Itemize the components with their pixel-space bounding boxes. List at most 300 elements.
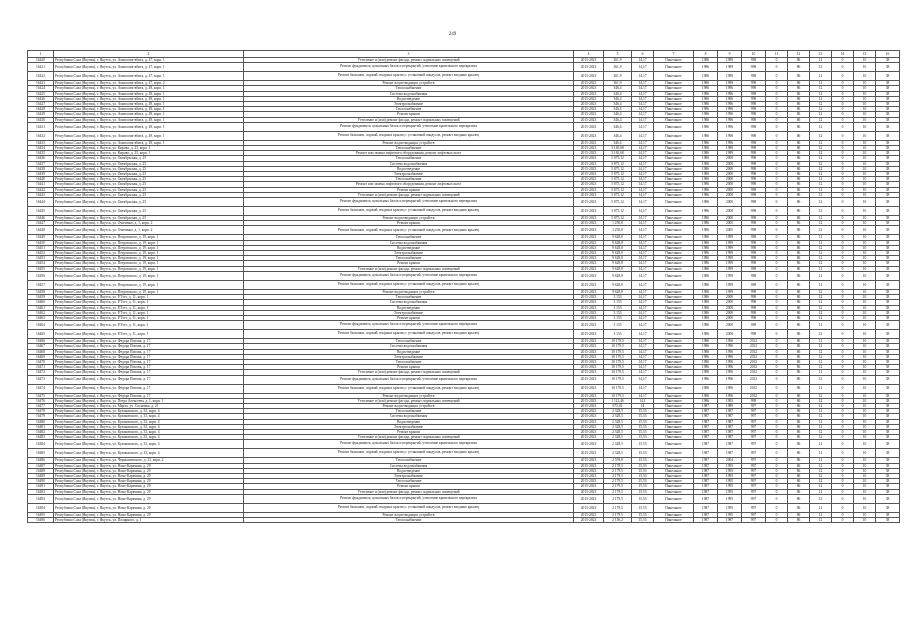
table-cell: 0	[766, 321, 788, 330]
table-cell: 0	[832, 349, 854, 354]
table-cell: Водоотведение	[244, 305, 574, 310]
table-cell: 12	[810, 58, 832, 63]
table-cell: 16448	[28, 226, 54, 235]
table-cell: 2000	[718, 156, 742, 161]
table-cell: 12	[810, 424, 832, 429]
table-cell: 0	[832, 305, 854, 310]
table-cell: 86	[788, 330, 810, 339]
table-cell: Республика Саха (Якутия), г. Якутск, ул. Октябрьская, д. 25	[54, 161, 244, 166]
table-cell: 9 628,8	[604, 271, 632, 280]
table-cell: 3 153	[604, 315, 632, 320]
table-cell: 1999	[718, 271, 742, 280]
table-cell: 14,17	[632, 96, 654, 101]
table-cell: 15,53	[632, 473, 654, 478]
table-cell: 12	[810, 315, 832, 320]
table-cell: 86	[788, 398, 810, 403]
table-cell: 10	[854, 321, 876, 330]
table-cell: 10	[854, 63, 876, 72]
table-cell: 997	[742, 512, 766, 517]
table-cell: 10	[854, 81, 876, 86]
table-row	[28, 494, 900, 503]
column-header: 11	[766, 51, 788, 58]
table-cell: 0	[832, 315, 854, 320]
table-cell: 0	[832, 182, 854, 187]
table-cell: 2015-2023	[574, 468, 604, 473]
table-cell: 86	[788, 182, 810, 187]
table-cell: 1989	[718, 146, 742, 151]
table-cell: 38	[876, 289, 900, 294]
table-cell: 2015-2023	[574, 484, 604, 489]
table-cell: 10	[854, 512, 876, 517]
table-cell: 998	[742, 310, 766, 315]
table-cell: Республика Саха (Якутия), г. Якутск, ул. Очиченко, д. 1, корп. 2	[54, 226, 244, 235]
table-cell: 1996	[718, 365, 742, 370]
table-cell: 0	[766, 365, 788, 370]
table-cell: 2000	[718, 330, 742, 339]
table-cell: 10	[854, 344, 876, 349]
table-cell: 16423	[28, 81, 54, 86]
table-cell: 1987	[694, 449, 718, 458]
table-cell: Ремонт балконов, лоджий, входных крылец с установкой пандусов, ремонт входных крылец	[244, 384, 574, 393]
table-cell: 2015-2023	[574, 86, 604, 91]
table-cell: 0	[832, 359, 854, 364]
table-cell: 10	[854, 216, 876, 221]
page-number: 249	[448, 32, 457, 37]
table-cell: 1986	[694, 172, 718, 177]
table-cell: Ремонт фундамента, цокольных балок и перекрытий, утепление кровельного перекрытия	[244, 375, 574, 384]
table-cell: 2015-2023	[574, 72, 604, 81]
table-cell: 0	[766, 166, 788, 171]
table-cell: 38	[876, 517, 900, 522]
table-cell: 38	[876, 266, 900, 271]
table-cell: 10	[854, 365, 876, 370]
table-cell: 2015-2023	[574, 245, 604, 250]
table-cell: 16477	[28, 403, 54, 408]
table-cell: 1987	[694, 484, 718, 489]
table-cell: Теплоснабжение	[244, 86, 574, 91]
table-cell: 3 165,68	[604, 146, 632, 151]
table-cell: Республика Саха (Якутия), г. Якутск, ул. Аммосова-вбита, д. 49, корп. 1	[54, 131, 244, 140]
table-cell: 86	[788, 393, 810, 398]
table-cell: 10	[854, 458, 876, 463]
table-cell: 14,17	[632, 86, 654, 91]
table-cell: Республика Саха (Якутия), г. Якутск, ул. Федора Попова, д. 17	[54, 384, 244, 393]
table-cell: 16447	[28, 221, 54, 226]
table-cell: Республика Саха (Якутия), г. Якутск, ул. Аммосова-вбита, д. 49, корп. 1	[54, 91, 244, 96]
table-cell: 0	[832, 344, 854, 349]
table-cell: 10	[854, 192, 876, 197]
table-cell: Панельное	[654, 207, 694, 216]
table-cell: 0	[766, 473, 788, 478]
table-cell: Панельное	[654, 305, 694, 310]
table-cell: 15,53	[632, 429, 654, 434]
table-cell: Утепление и (или) ремонт фасада, ремонт подвальных помещений	[244, 370, 574, 375]
table-cell: 38	[876, 315, 900, 320]
table-cell: 14,17	[632, 198, 654, 207]
table-cell: 1986	[694, 177, 718, 182]
table-cell: Республика Саха (Якутия), г. Якутск, ул. Аммосова-вбита, д. 49, корп. 1	[54, 96, 244, 101]
table-cell: Система водоснабжения	[244, 344, 574, 349]
table-cell: Республика Саха (Якутия), г. Якутск, ул. Ноно-Карачина, д. 29	[54, 503, 244, 512]
table-cell: 38	[876, 300, 900, 305]
table-cell: 0	[832, 166, 854, 171]
table-cell: 1986	[694, 245, 718, 250]
table-cell: 2 328,5	[604, 440, 632, 449]
table-cell: 14,17	[632, 266, 654, 271]
table-cell: 10	[854, 330, 876, 339]
table-cell: 12	[810, 271, 832, 280]
table-cell: 2015-2023	[574, 166, 604, 171]
table-cell: 16468	[28, 349, 54, 354]
table-cell: 2015-2023	[574, 295, 604, 300]
table-cell: 16421	[28, 63, 54, 72]
table-cell: 0	[766, 198, 788, 207]
table-cell: 998	[742, 256, 766, 261]
table-cell: Панельное	[654, 300, 694, 305]
table-cell: Панельное	[654, 280, 694, 289]
table-cell: 2015-2023	[574, 182, 604, 187]
table-cell: 1987	[718, 409, 742, 414]
table-cell: 38	[876, 280, 900, 289]
table-cell: 1986	[694, 146, 718, 151]
table-cell: 14,17	[632, 216, 654, 221]
table-cell: 0	[832, 280, 854, 289]
table-cell: Панельное	[654, 468, 694, 473]
table-cell: Панельное	[654, 146, 694, 151]
table-cell: 86	[788, 207, 810, 216]
table-cell: 2015-2023	[574, 300, 604, 305]
table-cell: 86	[788, 321, 810, 330]
table-cell: 14,17	[632, 226, 654, 235]
table-cell: 16495	[28, 512, 54, 517]
table-cell: 2015-2023	[574, 102, 604, 107]
table-cell: 38	[876, 256, 900, 261]
table-cell: Республика Саха (Якутия), г. Якутск, ул. Петровского, д. 19, корп. 1	[54, 280, 244, 289]
table-cell: 1996	[718, 117, 742, 122]
table-cell: 38	[876, 192, 900, 197]
table-cell: Ремонт фундамента, цокольных балок и перекрытий, утепление кровельного перекрытия	[244, 321, 574, 330]
table-cell: 1989	[718, 81, 742, 86]
table-cell: 14,17	[632, 261, 654, 266]
table-cell: 997	[742, 489, 766, 494]
table-cell: 9 628,8	[604, 266, 632, 271]
table-cell: 38	[876, 102, 900, 107]
table-cell: Теплоснабжение	[244, 256, 574, 261]
table-cell: 1999	[718, 280, 742, 289]
table-cell: Теплоснабжение	[244, 339, 574, 344]
table-cell: 38	[876, 330, 900, 339]
table-cell: 10	[854, 117, 876, 122]
table-cell: Панельное	[654, 310, 694, 315]
table-cell: 10	[854, 315, 876, 320]
table-cell: 86	[788, 131, 810, 140]
table-cell: 0	[832, 86, 854, 91]
table-cell: 0	[832, 414, 854, 419]
table-cell: 10	[854, 102, 876, 107]
table-cell: Ремонт крыши	[244, 429, 574, 434]
table-cell: Панельное	[654, 251, 694, 256]
table-cell: Панельное	[654, 463, 694, 468]
table-cell: 15,53	[632, 435, 654, 440]
table-cell: 998	[742, 151, 766, 156]
table-cell: 86	[788, 503, 810, 512]
table-cell: 1987	[718, 419, 742, 424]
table-cell: 12	[810, 473, 832, 478]
table-cell: Панельное	[654, 339, 694, 344]
table-cell: 86	[788, 339, 810, 344]
table-cell: 0	[766, 305, 788, 310]
table-cell: 1989	[718, 72, 742, 81]
table-cell: 86	[788, 256, 810, 261]
table-cell: 38	[876, 251, 900, 256]
table-cell: Система водоснабжения	[244, 463, 574, 468]
table-row	[28, 503, 900, 512]
table-cell: 0	[766, 177, 788, 182]
table-cell: 1986	[694, 207, 718, 216]
table-cell: 12	[810, 235, 832, 240]
table-cell: Ремонт балконов, лоджий, входных крылец с установкой пандусов, ремонт входных крылец	[244, 449, 574, 458]
table-cell: 38	[876, 414, 900, 419]
table-cell: 1987	[694, 512, 718, 517]
table-cell: 1996	[718, 122, 742, 131]
table-cell: 0	[766, 140, 788, 145]
table-cell: 1996	[718, 370, 742, 375]
table-cell: Республика Саха (Якутия), г. Якутск, ул. Ноно-Карачина, д. 29	[54, 479, 244, 484]
table-cell: 1986	[694, 235, 718, 240]
table-cell: 10	[854, 131, 876, 140]
table-cell: 16494	[28, 503, 54, 512]
table-cell: 12	[810, 266, 832, 271]
table-cell: 16471	[28, 365, 54, 370]
table-cell: Панельное	[654, 359, 694, 364]
table-cell: 38	[876, 384, 900, 393]
table-row	[28, 330, 900, 339]
table-cell: Республика Саха (Якутия), г. Якутск, ул. Аммосова-вбита, д. 49, корп. 1	[54, 107, 244, 112]
table-cell: 16484	[28, 440, 54, 449]
table-cell: Республика Саха (Якутия), г. Якутск, ул. Кулаковского, д. 33, корп. 4	[54, 409, 244, 414]
table-cell: 0	[832, 398, 854, 403]
table-cell: 2015-2023	[574, 517, 604, 522]
table-cell: 12	[810, 172, 832, 177]
table-cell: 15,53	[632, 479, 654, 484]
table-cell: 1987	[694, 489, 718, 494]
table-cell: 86	[788, 349, 810, 354]
table-cell: 1989	[718, 403, 742, 408]
table-cell: 86	[788, 240, 810, 245]
table-cell: 346,4	[604, 140, 632, 145]
table-cell: 38	[876, 424, 900, 429]
table-cell: 12	[810, 354, 832, 359]
table-cell: Ремонт крыши	[244, 365, 574, 370]
table-cell: 0	[832, 494, 854, 503]
table-cell: Ремонт или замена лифтового оборудования, ремонт лифтовых шахт	[244, 182, 574, 187]
table-cell: Утепление и (или) ремонт фасада, ремонт подвальных помещений	[244, 117, 574, 122]
table-cell: Ремонт водоотводящих устройств	[244, 403, 574, 408]
table-cell: 10 179,5	[604, 393, 632, 398]
table-cell: 0	[766, 344, 788, 349]
table-cell: 16454	[28, 261, 54, 266]
table-cell: 0	[832, 58, 854, 63]
table-cell: 5 875,12	[604, 207, 632, 216]
table-cell: Электроснабжение	[244, 251, 574, 256]
table-cell: 16470	[28, 359, 54, 364]
table-cell: 38	[876, 479, 900, 484]
table-cell: 10	[854, 398, 876, 403]
table-cell: Республика Саха (Якутия), г. Якутск, ул. Федора Попова, д. 17	[54, 365, 244, 370]
table-cell: 997	[742, 435, 766, 440]
table-cell: 0	[832, 72, 854, 81]
table-cell: 38	[876, 321, 900, 330]
table-cell: 86	[788, 468, 810, 473]
table-cell: 0	[766, 359, 788, 364]
table-cell: 12	[810, 300, 832, 305]
table-cell: 997	[742, 473, 766, 478]
table-cell: 5 875,12	[604, 192, 632, 197]
table-cell: 0	[766, 156, 788, 161]
table-cell: Ремонт балконов, лоджий, входных крылец с установкой пандусов, ремонт входных крылец	[244, 226, 574, 235]
table-cell: 1995	[718, 489, 742, 494]
table-cell: 86	[788, 235, 810, 240]
table-cell: 38	[876, 305, 900, 310]
table-cell: Панельное	[654, 403, 694, 408]
table-cell: 1996	[718, 354, 742, 359]
table-cell: 12	[810, 91, 832, 96]
table-cell: Ремонт крыши	[244, 315, 574, 320]
table-cell: 2015-2023	[574, 146, 604, 151]
table-cell: 1 250,8	[604, 226, 632, 235]
table-cell: Республика Саха (Якутия), г. Якутск, ул. Федора Попова, д. 17	[54, 359, 244, 364]
table-cell: 998	[742, 86, 766, 91]
table-cell: 1986	[694, 315, 718, 320]
table-cell: 10	[854, 235, 876, 240]
table-cell: 2015-2023	[574, 424, 604, 429]
table-cell: 0	[766, 91, 788, 96]
table-cell: 10 179,5	[604, 344, 632, 349]
table-cell: 10	[854, 261, 876, 266]
table-cell: 12	[810, 512, 832, 517]
table-cell: 0	[832, 146, 854, 151]
table-cell: 16438	[28, 166, 54, 171]
table-cell: 0	[766, 512, 788, 517]
table-cell: 16467	[28, 344, 54, 349]
table-cell: 16478	[28, 409, 54, 414]
table-cell: 86	[788, 122, 810, 131]
table-cell: 86	[788, 359, 810, 364]
table-cell: 0	[766, 295, 788, 300]
table-cell: 38	[876, 271, 900, 280]
table-cell: 0	[766, 517, 788, 522]
table-cell: 998	[742, 295, 766, 300]
table-cell: 10	[854, 494, 876, 503]
table-cell: 1987	[694, 468, 718, 473]
table-cell: 12	[810, 198, 832, 207]
table-cell: 86	[788, 384, 810, 393]
table-cell: 15,53	[632, 517, 654, 522]
table-cell: Республика Саха (Якутия), г. Якутск, ул. Кулаковского, д. 33, корп. 4	[54, 449, 244, 458]
table-cell: 0	[832, 207, 854, 216]
table-cell: 86	[788, 151, 810, 156]
table-cell: 0	[832, 172, 854, 177]
table-cell: 16433	[28, 140, 54, 145]
table-cell: 1995	[718, 479, 742, 484]
table-cell: 14,17	[632, 112, 654, 117]
table-cell: 1986	[694, 107, 718, 112]
table-cell: Теплоснабжение	[244, 517, 574, 522]
table-cell: 0	[832, 354, 854, 359]
table-cell: 14,17	[632, 63, 654, 72]
table-cell: Панельное	[654, 489, 694, 494]
table-cell: 10	[854, 256, 876, 261]
table-cell: Республика Саха (Якутия), г. Якутск, ул. Петровского, д. 19, корп. 1	[54, 240, 244, 245]
table-cell: Водоотведение	[244, 419, 574, 424]
table-cell: 14,17	[632, 295, 654, 300]
table-cell: Панельное	[654, 140, 694, 145]
table-cell: 12	[810, 151, 832, 156]
table-cell: 86	[788, 161, 810, 166]
table-cell: 998	[742, 91, 766, 96]
table-cell: Утепление и (или) ремонт фасада, ремонт подвальных помещений	[244, 58, 574, 63]
table-cell: 2015-2023	[574, 429, 604, 434]
table-cell: Панельное	[654, 86, 694, 91]
table-cell: 1986	[694, 300, 718, 305]
table-cell: 998	[742, 398, 766, 403]
table-cell: 12	[810, 86, 832, 91]
table-cell: 0	[766, 398, 788, 403]
table-cell: 2 328,5	[604, 414, 632, 419]
table-cell: 1986	[694, 117, 718, 122]
table-cell: 38	[876, 429, 900, 434]
table-cell: 86	[788, 216, 810, 221]
table-cell: 12	[810, 245, 832, 250]
table-cell: 10	[854, 107, 876, 112]
table-cell: 10	[854, 177, 876, 182]
table-cell: 0	[766, 192, 788, 197]
table-cell: 1986	[694, 339, 718, 344]
table-cell: 997	[742, 503, 766, 512]
table-cell: 1 112,46	[604, 398, 632, 403]
table-cell: Республика Саха (Якутия), г. Якутск, ул. Октябрьская, д. 25	[54, 207, 244, 216]
table-cell: 16446	[28, 216, 54, 221]
table-cell: 1986	[694, 131, 718, 140]
table-cell: 10	[854, 449, 876, 458]
table-cell: Панельное	[654, 512, 694, 517]
table-cell: Республика Саха (Якутия), г. Якутск, ул. Р.Тэгэ, д. 11, корп. 1	[54, 315, 244, 320]
table-cell: Панельное	[654, 473, 694, 478]
table-row	[28, 207, 900, 216]
table-cell: 1987	[694, 424, 718, 429]
table-cell: 0	[832, 271, 854, 280]
table-cell: 0	[766, 424, 788, 429]
table-cell: 14,17	[632, 122, 654, 131]
table-cell: 86	[788, 494, 810, 503]
table-cell: 3 153	[604, 310, 632, 315]
table-cell: 38	[876, 216, 900, 221]
table-cell: Республика Саха (Якутия), г. Якутск, ул. Федора Попова, д. 17	[54, 339, 244, 344]
table-cell: 14,17	[632, 315, 654, 320]
table-cell: 38	[876, 403, 900, 408]
table-cell: 38	[876, 449, 900, 458]
table-cell: 1996	[718, 393, 742, 398]
table-cell: 12	[810, 398, 832, 403]
table-cell: 1995	[718, 503, 742, 512]
table-cell: 1986	[694, 349, 718, 354]
table-cell: 38	[876, 112, 900, 117]
table-cell: 2005	[718, 221, 742, 226]
table-cell: Панельное	[654, 458, 694, 463]
table-cell: 2015-2023	[574, 370, 604, 375]
table-cell: 1987	[694, 458, 718, 463]
table-cell: Панельное	[654, 81, 694, 86]
